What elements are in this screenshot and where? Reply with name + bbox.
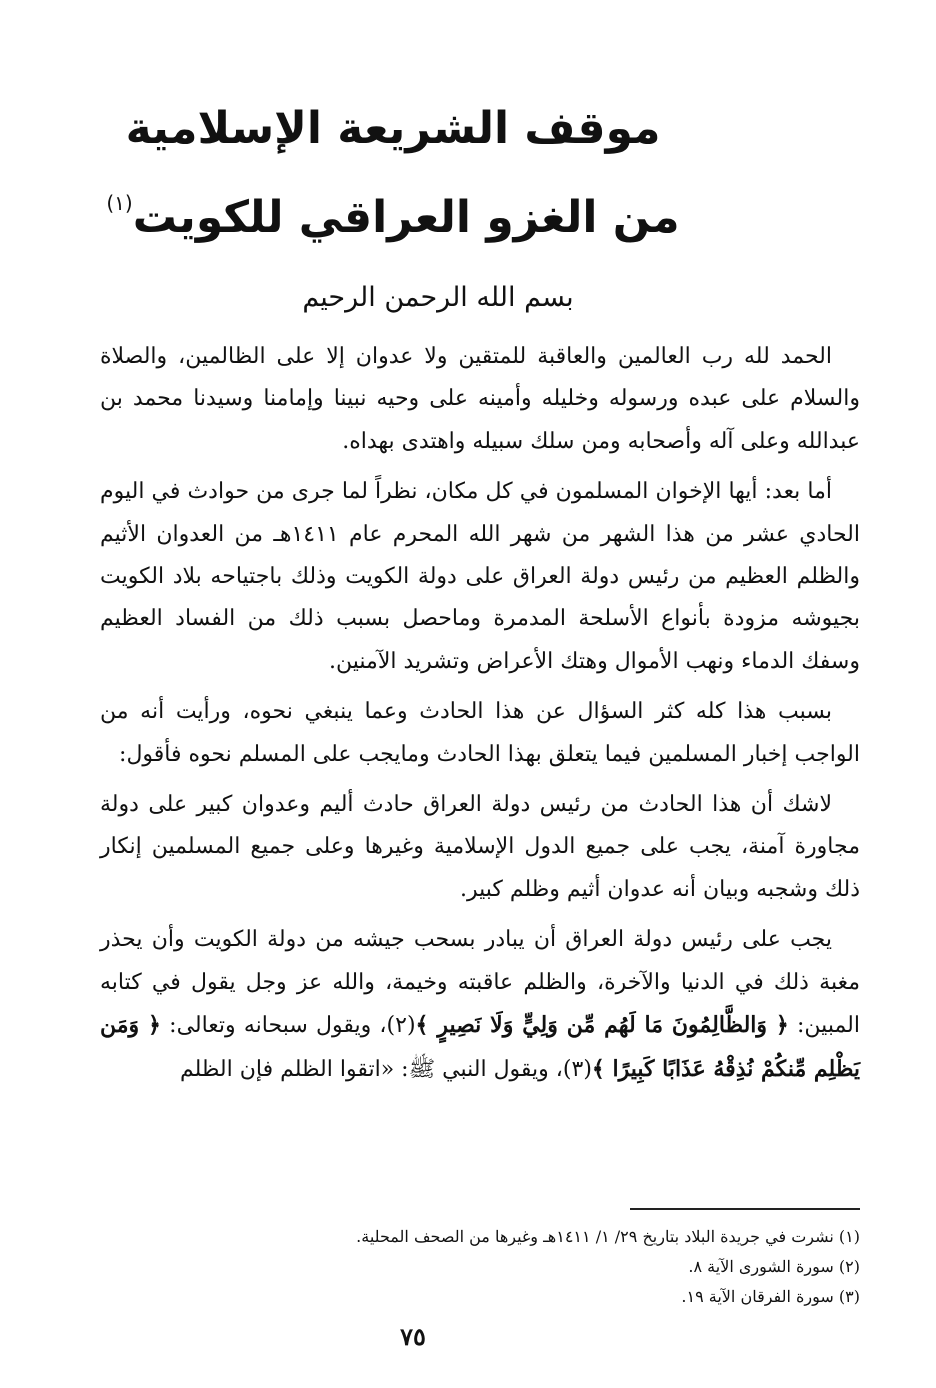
basmala: بسم الله الرحمن الرحيم	[302, 282, 574, 313]
paragraph-2: أما بعد: أيها الإخوان المسلمون في كل مكان، نظراً لما جرى من حوادث في اليوم الحادي عشر من هذا الشهر من شهر الله المحرم عام ١٤١١هـ من العدوان الأثيم والظلم العظيم من رئيس دولة العراق على دولة الكويت وذلك باجتياحه بلاد الكويت بجيوشه مزودة بأنواع الأسلحة المدمرة وماحصل بسبب ذلك من الفساد العظيم وسفك الدماء ونهب الأموال وهتك الأعراض وتشريد الآمنين.	[100, 479, 860, 674]
title-footnote-mark: (١)	[106, 191, 133, 215]
paragraph-5-part-a: يجب على رئيس دولة العراق أن يبادر بسحب جيشه من دولة الكويت وأن يحذر مغبة ذلك في الدنيا والآخرة، والظلم عاقبته وخيمة، والله عز وجل يقول في كتابه المبين:	[100, 927, 860, 1039]
paragraph-5-part-c: ، ويقول النبي ﷺ: «اتقوا الظلم فإن الظلم	[179, 1056, 563, 1082]
paragraph-5	[100, 919, 860, 1091]
footnote-1: (١) نشرت في جريدة البلاد بتاريخ ٢٩/ ١/ ١٤١١هـ وغيرها من الصحف المحلية.	[356, 1227, 860, 1246]
footnote-3: (٣) سورة الفرقان الآية ١٩.	[681, 1287, 860, 1306]
quran-verse-2: ﴿ وَمَن يَظْلِم مِّنكُمْ نُذِقْهُ عَذَابًا كَبِيرًا ﴾	[100, 1012, 860, 1082]
page-title	[0, 92, 936, 255]
title-line-2	[0, 166, 786, 255]
verse-2-ref: (٣)	[562, 1056, 592, 1082]
paragraph-4: لاشك أن هذا الحادث من رئيس دولة العراق حادث أليم وعدوان كبير على دولة مجاورة آمنة، يجب على جميع الدول الإسلامية وغيرها وعلى جميع المسلمين إنكار ذلك وشجبه وبيان أنه عدوان أثيم وظلم كبير.	[100, 792, 860, 902]
body-text	[100, 336, 860, 1099]
footnote-2: (٢) سورة الشورى الآية ٨.	[688, 1257, 860, 1276]
title-line-2-text: من الغزو العراقي للكويت	[132, 192, 680, 243]
paragraph-5-part-b: ، ويقول سبحانه وتعالى:	[169, 1013, 387, 1039]
page-number: ٧٥	[400, 1322, 426, 1351]
footnotes	[100, 1222, 860, 1312]
title-line-1: موقف الشريعة الإسلامية	[125, 103, 661, 154]
paragraph-3: بسبب هذا كله كثر السؤال عن هذا الحادث وعما ينبغي نحوه، ورأيت أنه من الواجب إخبار المسلمين فيما يتعلق بهذا الحادث ومايجب على المسلم نحوه فأقول:	[100, 699, 860, 767]
footnote-divider	[630, 1208, 860, 1210]
paragraph-1: الحمد لله رب العالمين والعاقبة للمتقين ولا عدوان إلا على الظالمين، والصلاة والسلام على عبده ورسوله وخليله وأمينه على وحيه نبينا وإمامنا وسيدنا محمد بن عبدالله وعلى آله وأصحابه ومن سلك سبيله واهتدى بهداه.	[100, 344, 860, 454]
verse-1-ref: (٢)	[386, 1013, 416, 1039]
quran-verse-1: ﴿ وَالظَّالِمُونَ مَا لَهُم مِّن وَلِيٍّ وَلَا نَصِيرٍ ﴾	[415, 1012, 789, 1039]
